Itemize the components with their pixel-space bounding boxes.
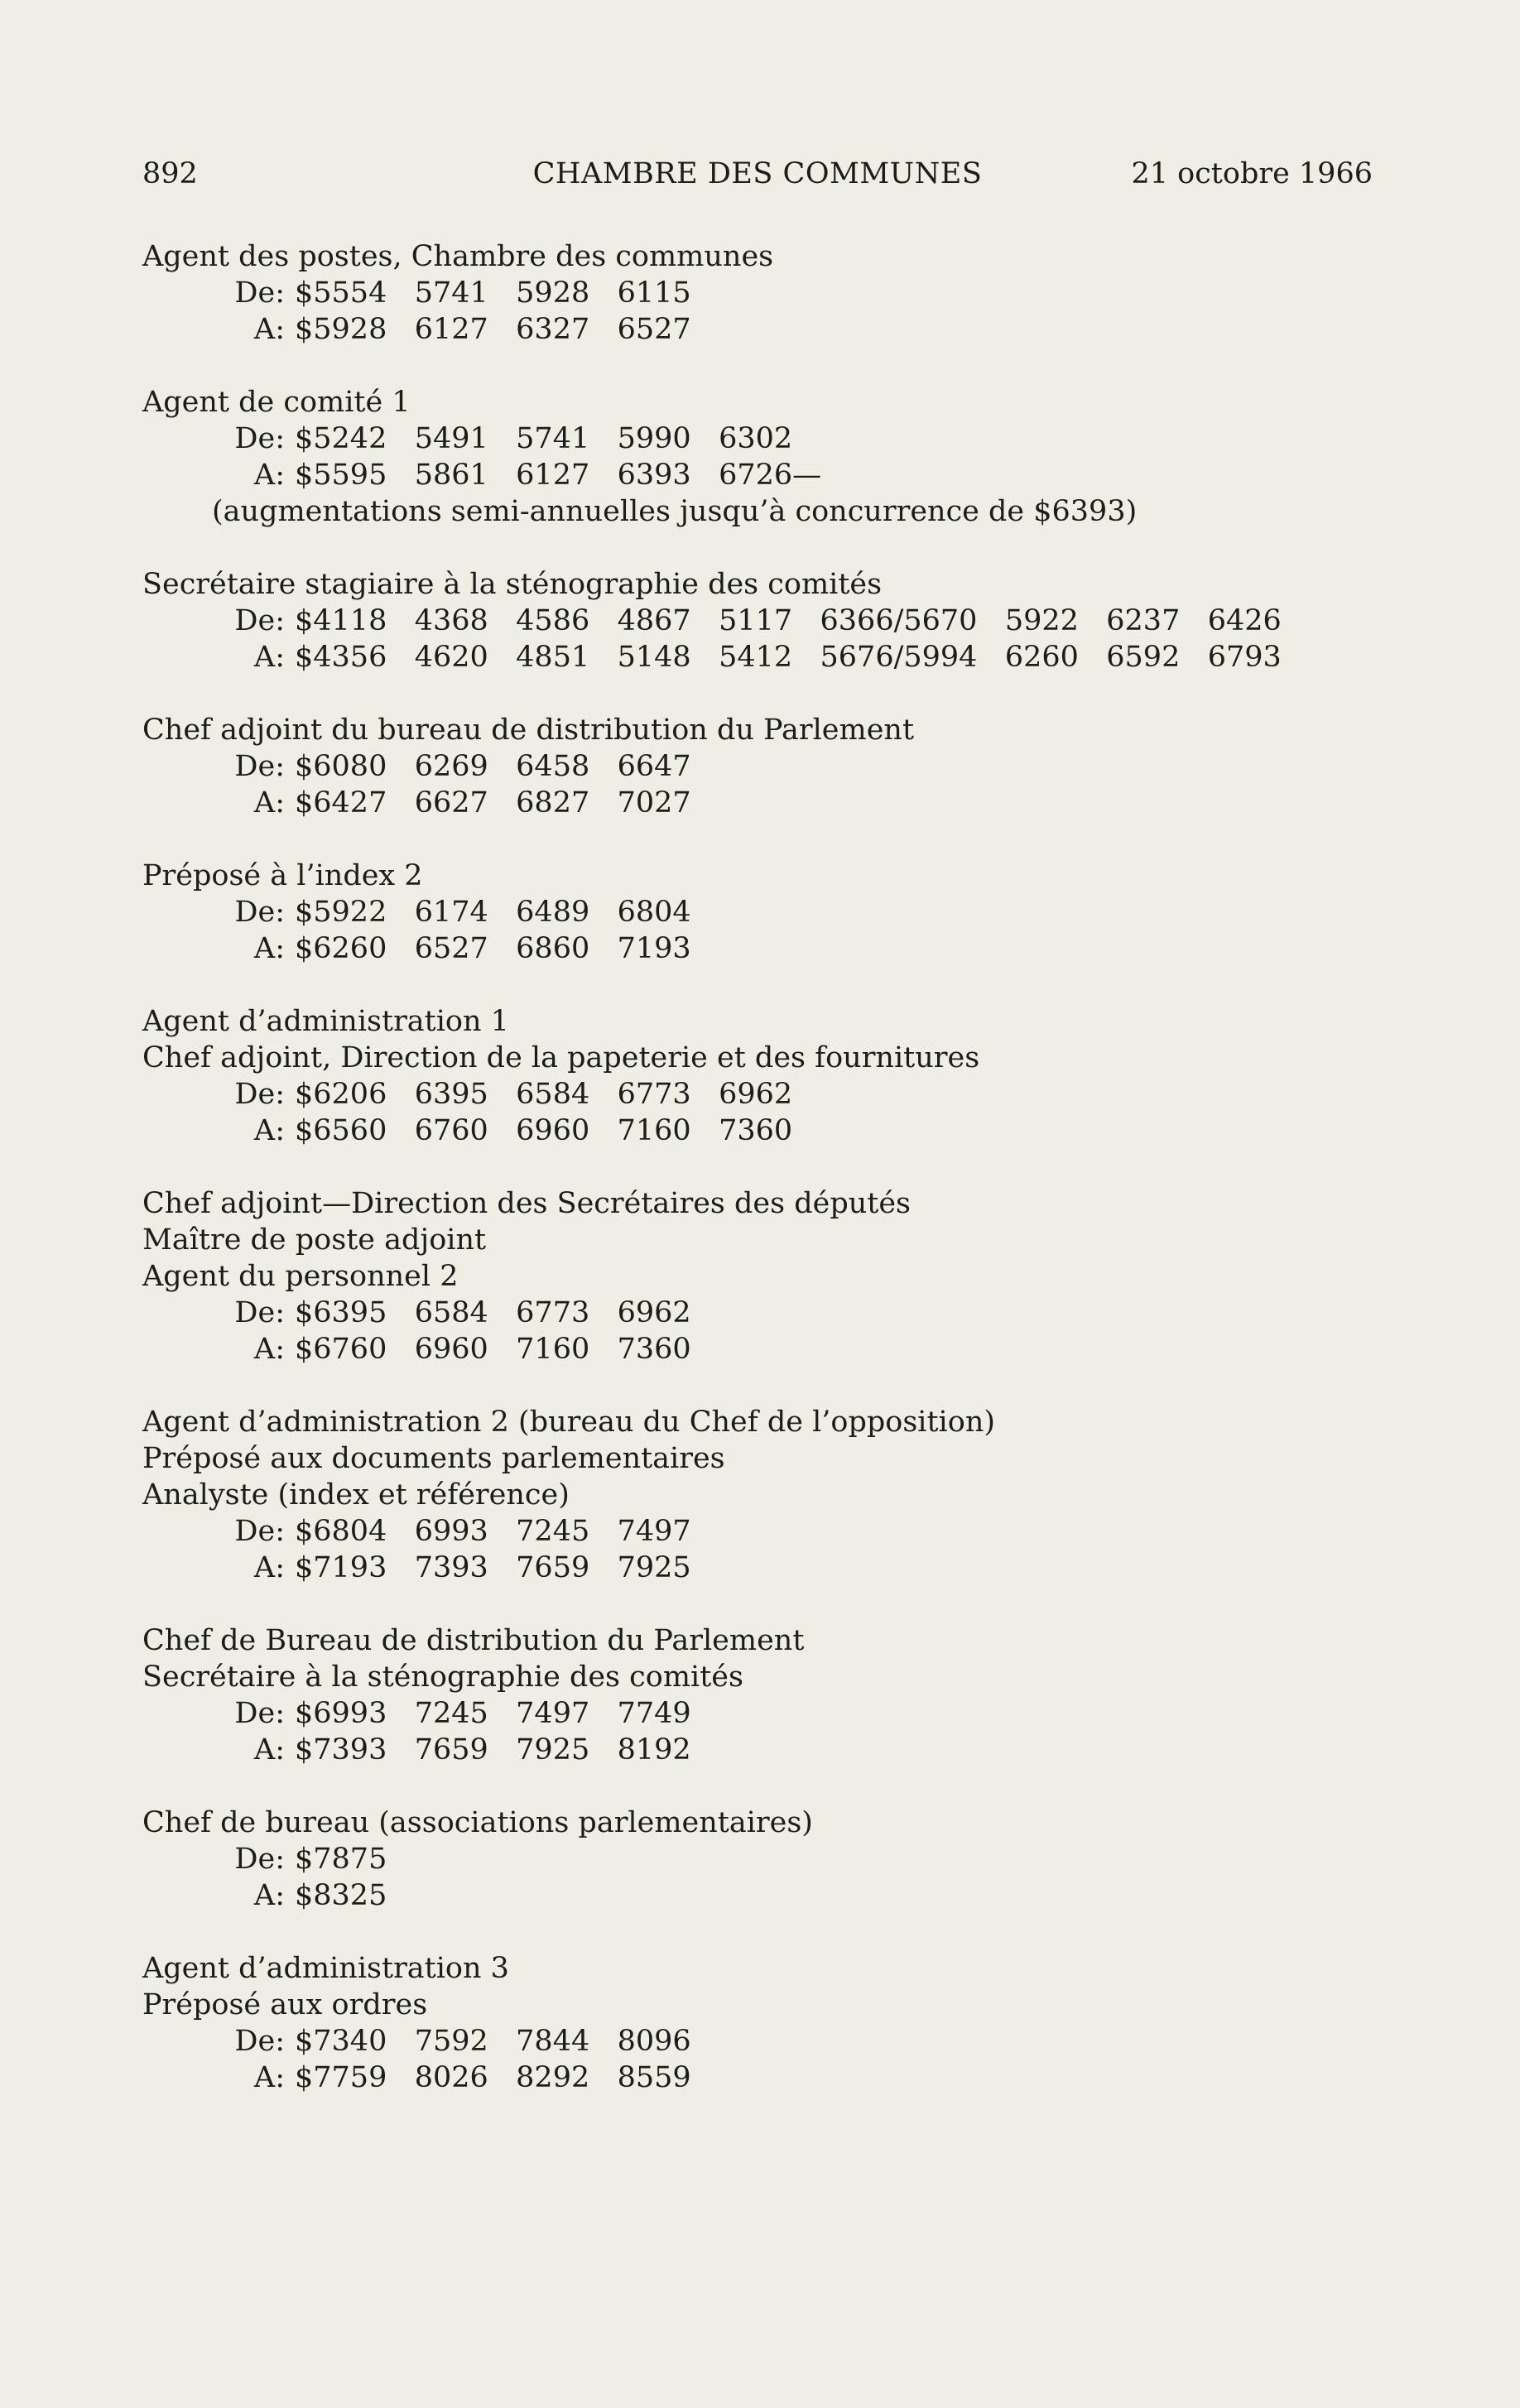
salary-row-values: $5922 6174 6489 6804 <box>295 896 691 929</box>
salary-row <box>212 785 1384 821</box>
salary-row-values: $4356 4620 4851 5148 5412 5676/5994 6260 6592 6793 <box>295 641 1282 674</box>
salary-row-values: $6427 6627 6827 7027 <box>295 786 691 819</box>
position-title: Chef de bureau (associations parlementaires) <box>142 1806 813 1839</box>
salary-row <box>212 1732 1384 1768</box>
salary-row-values: $5595 5861 6127 6393 6726— <box>295 459 822 492</box>
salary-row-values: $6206 6395 6584 6773 6962 <box>295 1078 793 1111</box>
salary-row-values: $6760 6960 7160 7360 <box>295 1333 691 1366</box>
position-title: Agent d’administration 1 <box>142 1005 509 1038</box>
position-title: Agent d’administration 3 <box>142 1952 509 1985</box>
salary-section <box>142 384 1384 530</box>
salary-row-label: De: <box>234 1078 285 1111</box>
salary-row <box>212 1841 1384 1877</box>
salary-row <box>212 603 1384 639</box>
salary-section <box>142 1622 1384 1768</box>
salary-row <box>212 1513 1384 1550</box>
salary-row-values: $7759 8026 8292 8559 <box>295 2061 691 2094</box>
salary-row <box>212 2060 1384 2096</box>
salary-row-values: $6560 6760 6960 7160 7360 <box>295 1114 793 1147</box>
position-title: Chef de Bureau de distribution du Parlement <box>142 1624 805 1657</box>
salary-row-values: $6395 6584 6773 6962 <box>295 1296 691 1329</box>
salary-row-values: $7340 7592 7844 8096 <box>295 2025 691 2058</box>
salary-row <box>212 2023 1384 2060</box>
position-title: Analyste (index et référence) <box>142 1478 570 1512</box>
position-title: Préposé à l’index 2 <box>142 859 423 892</box>
position-title: Secrétaire stagiaire à la sténographie des comités <box>142 568 883 601</box>
salary-section <box>142 858 1384 967</box>
position-title: Chef adjoint, Direction de la papeterie et des fournitures <box>142 1041 980 1074</box>
salary-row-label: De: <box>234 750 285 783</box>
publication-title: CHAMBRE DES COMMUNES <box>532 157 983 190</box>
salary-row-values: $6080 6269 6458 6647 <box>295 750 691 783</box>
salary-section <box>142 712 1384 821</box>
salary-section <box>142 1805 1384 1914</box>
position-title: Agent de comité 1 <box>142 386 411 419</box>
salary-row-values: $8325 <box>295 1879 387 1912</box>
salary-row <box>212 1550 1384 1586</box>
salary-row <box>212 1331 1384 1367</box>
salary-row-label: De: <box>234 604 285 637</box>
salary-row-label: De: <box>234 2025 285 2058</box>
salary-row-label: De: <box>234 1515 285 1548</box>
salary-row-label: A: <box>253 1733 285 1766</box>
header-date: 21 octobre 1966 <box>1131 157 1373 190</box>
position-title: Préposé aux documents parlementaires <box>142 1442 725 1475</box>
position-title: Chef adjoint du bureau de distribution du Parlement <box>142 714 915 747</box>
salary-row-label: A: <box>253 932 285 965</box>
salary-row-label: De: <box>234 896 285 929</box>
salary-row <box>212 894 1384 930</box>
salary-row <box>212 1695 1384 1732</box>
salary-row <box>212 748 1384 785</box>
salary-row-label: A: <box>253 1879 285 1912</box>
salary-row-values: $5554 5741 5928 6115 <box>295 276 691 310</box>
salary-row <box>212 1295 1384 1331</box>
salary-row-values: $6993 7245 7497 7749 <box>295 1697 691 1730</box>
salary-row-label: A: <box>253 641 285 674</box>
salary-row-values: $6260 6527 6860 7193 <box>295 932 691 965</box>
salary-row-label: De: <box>234 276 285 310</box>
salary-section <box>142 1404 1384 1586</box>
salary-section <box>142 1003 1384 1149</box>
salary-row <box>212 1076 1384 1113</box>
salary-row-label: A: <box>253 313 285 346</box>
salary-row <box>212 930 1384 967</box>
position-title: Agent du personnel 2 <box>142 1260 459 1293</box>
salary-row-values: $6804 6993 7245 7497 <box>295 1515 691 1548</box>
document-body <box>142 238 1384 2132</box>
salary-row-label: A: <box>253 459 285 492</box>
salary-section <box>142 566 1384 675</box>
salary-row-values: $7393 7659 7925 8192 <box>295 1733 691 1766</box>
page-number: 892 <box>142 157 198 190</box>
salary-row <box>212 1877 1384 1914</box>
salary-row <box>212 275 1384 311</box>
position-title: Chef adjoint—Direction des Secrétaires des députés <box>142 1187 912 1220</box>
salary-row-values: $5928 6127 6327 6527 <box>295 313 691 346</box>
salary-row-label: A: <box>253 1333 285 1366</box>
salary-row-label: A: <box>253 1114 285 1147</box>
position-title: Agent d’administration 2 (bureau du Chef de l’opposition) <box>142 1406 996 1439</box>
salary-section <box>142 1950 1384 2096</box>
salary-row-label: A: <box>253 1551 285 1584</box>
salary-section <box>142 238 1384 348</box>
salary-row-label: De: <box>234 1843 285 1876</box>
salary-row-values: $4118 4368 4586 4867 5117 6366/5670 5922 6237 6426 <box>295 604 1282 637</box>
position-title: Préposé aux ordres <box>142 1988 428 2021</box>
position-title: Secrétaire à la sténographie des comités <box>142 1661 743 1694</box>
salary-row-values: $5242 5491 5741 5990 6302 <box>295 422 793 455</box>
position-title: Agent des postes, Chambre des communes <box>142 240 774 273</box>
salary-note: (augmentations semi-annuelles jusqu’à concurrence de $6393) <box>212 495 1138 528</box>
salary-row-label: A: <box>253 2061 285 2094</box>
salary-row <box>212 639 1384 675</box>
salary-row-label: A: <box>253 786 285 819</box>
salary-row <box>212 1113 1384 1149</box>
salary-row <box>212 311 1384 348</box>
salary-row-label: De: <box>234 422 285 455</box>
page-header <box>142 152 1373 195</box>
salary-row-label: De: <box>234 1296 285 1329</box>
salary-section <box>142 1185 1384 1367</box>
salary-row-label: De: <box>234 1697 285 1730</box>
salary-row-values: $7875 <box>295 1843 387 1876</box>
salary-row-values: $7193 7393 7659 7925 <box>295 1551 691 1584</box>
position-title: Maître de poste adjoint <box>142 1223 487 1257</box>
salary-row <box>212 457 1384 493</box>
salary-row <box>212 421 1384 457</box>
